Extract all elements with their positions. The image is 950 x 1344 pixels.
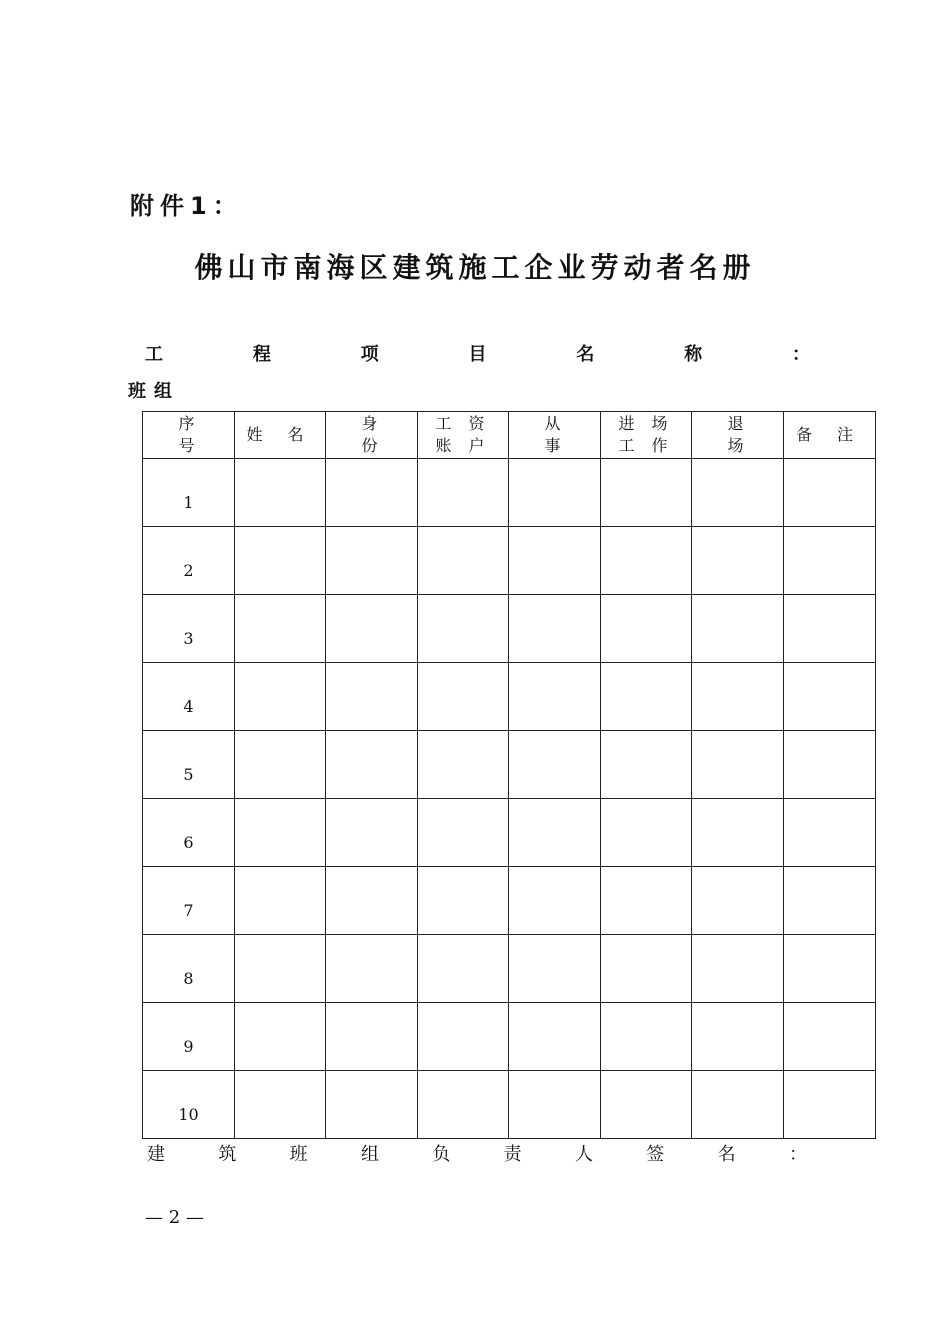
project-name-label xyxy=(145,340,810,366)
table-cell xyxy=(326,1071,418,1139)
table-row xyxy=(143,1003,876,1071)
table-cell xyxy=(601,1071,692,1139)
table-cell xyxy=(784,1071,876,1139)
signature-char: 签 xyxy=(646,1144,665,1165)
header-remarks: 备 注 xyxy=(784,412,876,459)
row-seq-cell xyxy=(143,595,235,663)
table-cell xyxy=(326,731,418,799)
table-row xyxy=(143,527,876,595)
table-cell xyxy=(509,1071,601,1139)
table-cell xyxy=(692,867,784,935)
signature-char: 责 xyxy=(503,1144,522,1165)
table-cell xyxy=(509,867,601,935)
table-cell xyxy=(235,1071,326,1139)
table-cell xyxy=(601,663,692,731)
table-cell xyxy=(326,663,418,731)
table-cell xyxy=(418,935,509,1003)
table-cell xyxy=(784,663,876,731)
table-header-row xyxy=(143,412,876,459)
table-cell xyxy=(509,527,601,595)
table-cell xyxy=(326,1003,418,1071)
project-name-char: 工 xyxy=(145,344,163,365)
attachment-label: 附件1： xyxy=(130,192,243,220)
header-occupation: 从事 xyxy=(509,412,601,459)
row-seq-cell xyxy=(143,935,235,1003)
project-name-char: ： xyxy=(791,344,810,365)
table-cell xyxy=(235,867,326,935)
row-seq-cell xyxy=(143,867,235,935)
table-cell xyxy=(509,1003,601,1071)
row-seq-number: 2 xyxy=(183,561,194,580)
signature-char: ： xyxy=(788,1144,807,1165)
header-seq: 序号 xyxy=(143,412,235,459)
table-cell xyxy=(418,595,509,663)
table-cell xyxy=(692,935,784,1003)
row-seq-cell xyxy=(143,1071,235,1139)
table-cell xyxy=(418,799,509,867)
table-cell xyxy=(601,799,692,867)
row-seq-cell xyxy=(143,799,235,867)
project-name-char: 名 xyxy=(576,344,595,365)
table-row xyxy=(143,799,876,867)
table-cell xyxy=(509,799,601,867)
row-seq-number: 5 xyxy=(183,765,194,784)
header-name: 姓 名 xyxy=(235,412,326,459)
table-cell xyxy=(235,527,326,595)
table-cell xyxy=(784,935,876,1003)
project-name-char: 项 xyxy=(360,344,379,365)
signature-char: 建 xyxy=(147,1144,165,1165)
team-label: 班组 xyxy=(128,381,180,402)
table-cell xyxy=(235,459,326,527)
table-cell xyxy=(784,459,876,527)
signature-char: 负 xyxy=(432,1144,451,1165)
table-cell xyxy=(601,459,692,527)
row-seq-number: 3 xyxy=(183,629,194,648)
table-cell xyxy=(692,527,784,595)
signature-label xyxy=(147,1140,807,1166)
table-cell xyxy=(509,663,601,731)
row-seq-cell xyxy=(143,663,235,731)
project-name-char: 目 xyxy=(468,344,487,365)
row-seq-cell xyxy=(143,527,235,595)
table-cell xyxy=(509,595,601,663)
table-row xyxy=(143,731,876,799)
signature-char: 组 xyxy=(360,1144,379,1165)
table-cell xyxy=(509,731,601,799)
table-cell xyxy=(692,731,784,799)
table-cell xyxy=(509,459,601,527)
table-cell xyxy=(601,527,692,595)
row-seq-cell xyxy=(143,1003,235,1071)
table-cell xyxy=(692,1003,784,1071)
table-cell xyxy=(418,1071,509,1139)
table-cell xyxy=(784,867,876,935)
signature-char: 筑 xyxy=(218,1144,237,1165)
table-cell xyxy=(418,867,509,935)
table-row xyxy=(143,663,876,731)
table-cell xyxy=(326,527,418,595)
table-row xyxy=(143,595,876,663)
table-cell xyxy=(235,799,326,867)
signature-char: 班 xyxy=(289,1144,308,1165)
table-cell xyxy=(601,867,692,935)
table-cell xyxy=(326,799,418,867)
table-cell xyxy=(235,731,326,799)
row-seq-number: 6 xyxy=(183,833,194,852)
table-cell xyxy=(326,459,418,527)
table-cell xyxy=(326,595,418,663)
table-row xyxy=(143,459,876,527)
header-entry: 进 场工 作 xyxy=(601,412,692,459)
table-cell xyxy=(692,663,784,731)
table-cell xyxy=(692,799,784,867)
header-wage-account: 工 资账 户 xyxy=(418,412,509,459)
project-name-char: 称 xyxy=(684,344,703,365)
table-cell xyxy=(418,459,509,527)
header-id: 身份 xyxy=(326,412,418,459)
table-cell xyxy=(692,459,784,527)
row-seq-cell xyxy=(143,459,235,527)
table-cell xyxy=(326,935,418,1003)
table-cell xyxy=(418,527,509,595)
table-cell xyxy=(601,1003,692,1071)
table-cell xyxy=(784,799,876,867)
table-cell xyxy=(418,663,509,731)
page-number: — 2 — xyxy=(145,1207,204,1228)
table-row xyxy=(143,1071,876,1139)
table-cell xyxy=(326,867,418,935)
table-cell xyxy=(784,731,876,799)
table-cell xyxy=(235,595,326,663)
table-cell xyxy=(784,1003,876,1071)
table-cell xyxy=(509,935,601,1003)
row-seq-number: 7 xyxy=(183,901,194,920)
table-cell xyxy=(692,1071,784,1139)
row-seq-cell xyxy=(143,731,235,799)
table-cell xyxy=(235,663,326,731)
table-row xyxy=(143,935,876,1003)
worker-roster-table xyxy=(142,411,876,1139)
table-cell xyxy=(601,731,692,799)
row-seq-number: 9 xyxy=(183,1037,194,1056)
row-seq-number: 4 xyxy=(183,697,194,716)
project-name-char: 程 xyxy=(252,344,271,365)
table-row xyxy=(143,867,876,935)
table-cell xyxy=(601,595,692,663)
header-exit: 退场 xyxy=(692,412,784,459)
row-seq-number: 10 xyxy=(178,1105,199,1124)
row-seq-number: 1 xyxy=(183,493,194,512)
table-cell xyxy=(784,527,876,595)
table-cell xyxy=(418,731,509,799)
signature-char: 人 xyxy=(574,1144,593,1165)
table-cell xyxy=(601,935,692,1003)
page-title: 佛山市南海区建筑施工企业劳动者名册 xyxy=(194,251,756,284)
table-cell xyxy=(692,595,784,663)
table-cell xyxy=(235,1003,326,1071)
table-cell xyxy=(418,1003,509,1071)
table-cell xyxy=(235,935,326,1003)
row-seq-number: 8 xyxy=(183,969,194,988)
signature-char: 名 xyxy=(717,1144,736,1165)
table-cell xyxy=(784,595,876,663)
